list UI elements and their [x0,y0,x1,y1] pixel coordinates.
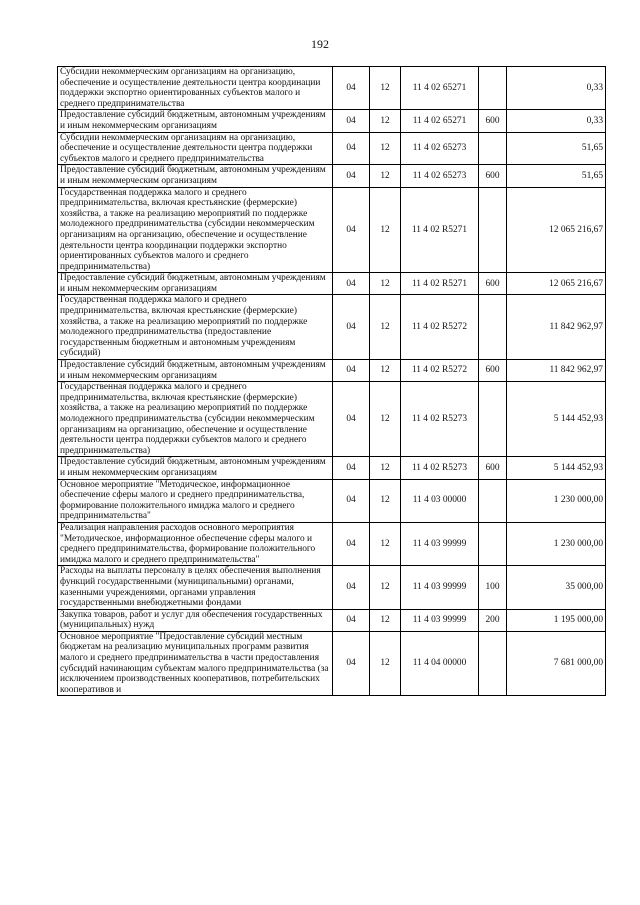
table-row [58,132,606,165]
row-amount: 12 065 216,67 [507,273,606,295]
row-section: 04 [333,360,370,382]
budget-table [57,66,606,696]
row-subsection: 12 [370,273,401,295]
row-section: 04 [333,566,370,609]
row-name: Государственная поддержка малого и среднего предпринимательства, включая крестьянские (фермерские) хозяйства, а также на реализацию мероприятий по поддержке молодежного предпринимательства (предоставление государственным бюджетным и автономным учреждениям субсидий) [58,295,333,360]
table-row [58,631,606,696]
row-subsection: 12 [370,132,401,165]
row-name: Расходы на выплаты персоналу в целях обеспечения выполнения функций государственными (муниципальными) органами, казенными учреждениями, органами управления государственными внебюджетными фондами [58,566,333,609]
row-subsection: 12 [370,566,401,609]
row-target-code: 11 4 02 R5271 [401,273,479,295]
row-name: Основное мероприятие "Методическое, информационное обеспечение сферы малого и среднего предпринимательства, формирование положительного имиджа малого и среднего предпринимательства" [58,479,333,522]
row-expense-type [479,295,507,360]
row-target-code: 11 4 03 99999 [401,522,479,565]
row-section: 04 [333,382,370,457]
row-name: Предоставление субсидий бюджетным, автономным учреждениям и иным некоммерческим организациям [58,273,333,295]
row-expense-type [479,522,507,565]
row-expense-type [479,67,507,110]
row-name: Государственная поддержка малого и среднего предпринимательства, включая крестьянские (фермерские) хозяйства, а также на реализацию мероприятий по поддержке молодежного предпринимательства (субсидии некоммерческим организациям на организацию, обеспечение и осуществление деятельности центра поддержки субъектов малого и среднего предпринимательства) [58,382,333,457]
row-amount: 0,33 [507,110,606,132]
table-row [58,566,606,609]
table-row [58,165,606,187]
row-target-code: 11 4 02 65273 [401,165,479,187]
row-expense-type: 100 [479,566,507,609]
page-number: 192 [311,37,329,51]
row-target-code: 11 4 02 R5273 [401,382,479,457]
row-target-code: 11 4 03 00000 [401,479,479,522]
row-amount: 1 230 000,00 [507,479,606,522]
row-name: Предоставление субсидий бюджетным, автономным учреждениям и иным некоммерческим организациям [58,457,333,479]
row-expense-type: 600 [479,360,507,382]
row-section: 04 [333,457,370,479]
table-row [58,457,606,479]
row-subsection: 12 [370,457,401,479]
row-target-code: 11 4 02 R5271 [401,187,479,273]
row-section: 04 [333,522,370,565]
row-expense-type [479,382,507,457]
row-expense-type [479,479,507,522]
row-amount: 5 144 452,93 [507,382,606,457]
row-amount: 11 842 962,97 [507,295,606,360]
row-amount: 7 681 000,00 [507,631,606,696]
table-row [58,479,606,522]
table-row [58,360,606,382]
row-section: 04 [333,631,370,696]
row-subsection: 12 [370,165,401,187]
row-target-code: 11 4 02 R5272 [401,295,479,360]
row-expense-type: 600 [479,165,507,187]
row-amount: 11 842 962,97 [507,360,606,382]
row-target-code: 11 4 02 R5272 [401,360,479,382]
row-subsection: 12 [370,479,401,522]
row-subsection: 12 [370,360,401,382]
row-target-code: 11 4 04 00000 [401,631,479,696]
row-name: Реализация направления расходов основного мероприятия "Методическое, информационное обеспечение сферы малого и среднего предпринимательства, формирование положительного имиджа малого и среднего предпринимательства" [58,522,333,565]
row-expense-type [479,132,507,165]
row-subsection: 12 [370,609,401,631]
row-name: Основное мероприятие "Предоставление субсидий местным бюджетам на реализацию муниципальных программ развития малого и среднего предпринимательства в части предоставления субсидий начинающим субъектам малого предпринимательства (за исключением производственных кооперативов, потребительских кооперативов и [58,631,333,696]
row-section: 04 [333,110,370,132]
table-row [58,522,606,565]
row-section: 04 [333,187,370,273]
table-row [58,110,606,132]
table-row [58,295,606,360]
row-subsection: 12 [370,522,401,565]
row-subsection: 12 [370,631,401,696]
row-subsection: 12 [370,295,401,360]
row-subsection: 12 [370,187,401,273]
row-target-code: 11 4 02 65271 [401,67,479,110]
row-expense-type [479,631,507,696]
row-expense-type: 200 [479,609,507,631]
row-name: Предоставление субсидий бюджетным, автономным учреждениям и иным некоммерческим организациям [58,110,333,132]
row-target-code: 11 4 03 99999 [401,566,479,609]
table-row [58,187,606,273]
row-section: 04 [333,273,370,295]
row-amount: 1 230 000,00 [507,522,606,565]
row-target-code: 11 4 02 R5273 [401,457,479,479]
row-expense-type: 600 [479,273,507,295]
row-name: Государственная поддержка малого и среднего предпринимательства, включая крестьянские (фермерские) хозяйства, а также на реализацию мероприятий по поддержке молодежного предпринимательства (субсидии некоммерческим организациям на организацию, обеспечение и осуществление деятельности центра координации поддержки экспортно ориентированных субъектов малого и среднего предпринимательства) [58,187,333,273]
table-row [58,67,606,110]
row-subsection: 12 [370,110,401,132]
row-amount: 1 195 000,00 [507,609,606,631]
row-expense-type [479,187,507,273]
row-amount: 51,65 [507,165,606,187]
row-name: Предоставление субсидий бюджетным, автономным учреждениям и иным некоммерческим организациям [58,165,333,187]
row-section: 04 [333,609,370,631]
row-subsection: 12 [370,67,401,110]
row-expense-type: 600 [479,457,507,479]
row-section: 04 [333,67,370,110]
row-expense-type: 600 [479,110,507,132]
row-section: 04 [333,479,370,522]
row-name: Субсидии некоммерческим организациям на организацию, обеспечение и осуществление деятельности центра координации поддержки экспортно ориентированных субъектов малого и среднего предпринимательства [58,67,333,110]
row-target-code: 11 4 02 65273 [401,132,479,165]
row-target-code: 11 4 03 99999 [401,609,479,631]
row-amount: 51,65 [507,132,606,165]
table-row [58,273,606,295]
row-amount: 5 144 452,93 [507,457,606,479]
row-name: Закупка товаров, работ и услуг для обеспечения государственных (муниципальных) нужд [58,609,333,631]
row-amount: 12 065 216,67 [507,187,606,273]
row-section: 04 [333,165,370,187]
row-target-code: 11 4 02 65271 [401,110,479,132]
row-subsection: 12 [370,382,401,457]
row-section: 04 [333,132,370,165]
table-row [58,609,606,631]
row-name: Субсидии некоммерческим организациям на организацию, обеспечение и осуществление деятельности центра поддержки субъектов малого и среднего предпринимательства [58,132,333,165]
table-row [58,382,606,457]
row-amount: 0,33 [507,67,606,110]
row-name: Предоставление субсидий бюджетным, автономным учреждениям и иным некоммерческим организациям [58,360,333,382]
row-section: 04 [333,295,370,360]
row-amount: 35 000,00 [507,566,606,609]
